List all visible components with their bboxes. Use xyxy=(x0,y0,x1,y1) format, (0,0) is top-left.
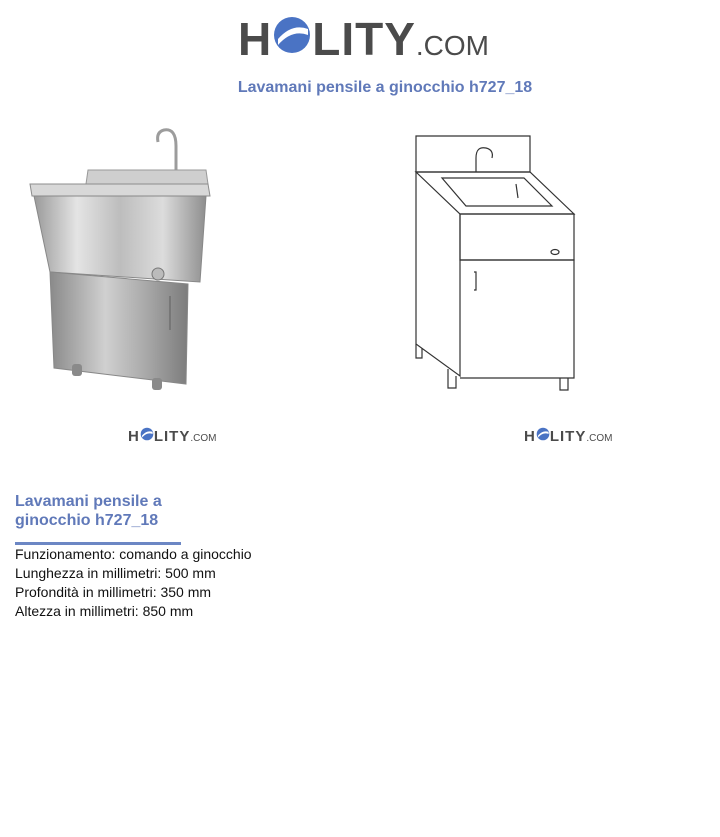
page-title: Lavamani pensile a ginocchio h727_18 xyxy=(237,79,533,96)
logo-o-icon xyxy=(536,427,550,441)
logo-domain: .COM xyxy=(586,433,613,444)
holity-logo-small-right xyxy=(524,427,612,447)
holity-logo[interactable] xyxy=(238,14,489,71)
holity-logo-small-left xyxy=(128,427,216,447)
logo-o-icon xyxy=(140,427,154,441)
spec-length: Lunghezza in millimetri: 500 mm xyxy=(15,565,216,581)
spec-height: Altezza in millimetri: 850 mm xyxy=(15,603,194,619)
logo-letter-h: H xyxy=(128,428,140,445)
logo-letters: LITY xyxy=(153,428,191,445)
logo-letter-h: H xyxy=(238,13,273,65)
logo-domain: .COM xyxy=(415,30,490,61)
spec-depth: Profondità in millimetri: 350 mm xyxy=(15,584,212,600)
logo-letter-h: H xyxy=(524,428,536,445)
logo-domain: .COM xyxy=(190,433,217,444)
spec-operation: Funzionamento: comando a ginocchio xyxy=(15,546,252,562)
spec-list xyxy=(15,545,252,621)
logo-o-icon xyxy=(272,15,312,55)
logo-letters: LITY xyxy=(312,13,416,65)
product-drawing xyxy=(412,132,580,394)
product-heading: Lavamani pensile a ginocchio h727_18 xyxy=(15,493,162,529)
product-photo xyxy=(28,124,214,392)
logo-letters: LITY xyxy=(549,428,587,445)
